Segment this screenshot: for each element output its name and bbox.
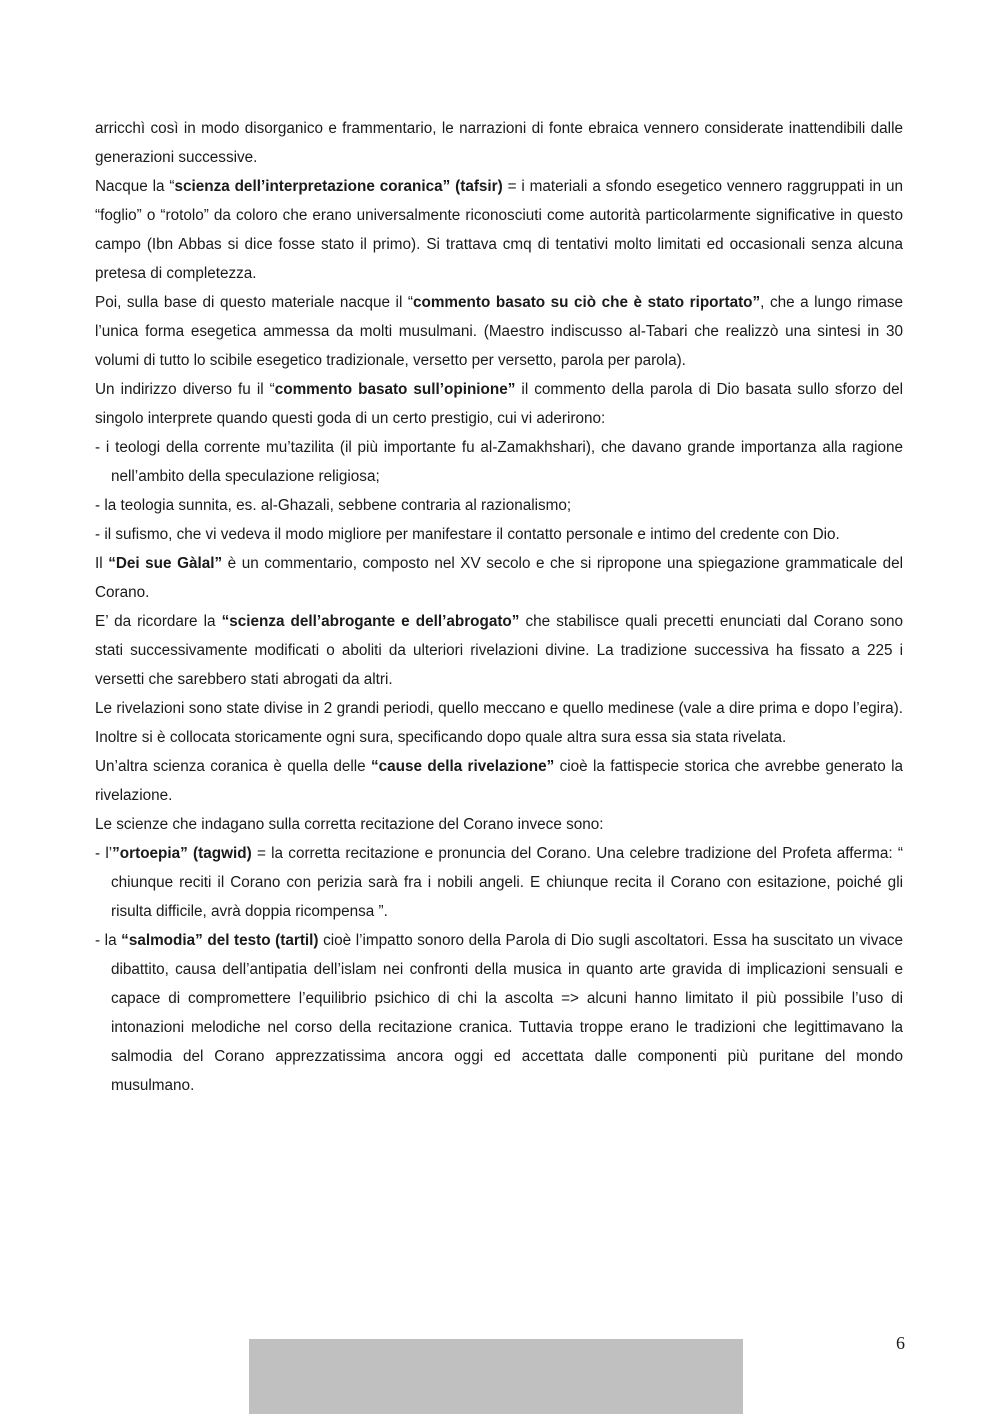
text-run: Il: [95, 555, 109, 572]
text-run: Le scienze che indagano sulla corretta recitazione del Corano invece sono:: [95, 816, 604, 833]
text-run: Un indirizzo diverso fu il “: [95, 381, 275, 398]
bold-term: “scienza dell’abrogante e dell’abrogato”: [221, 613, 520, 630]
text-run: - l’: [95, 845, 113, 862]
list-item: [95, 520, 903, 549]
list-item: [95, 839, 903, 926]
list-item: [95, 926, 903, 1100]
text-run: - i teologi della corrente mu’tazilita (il più importante fu al-Zamakhshari), che davano grande importanza alla ragione nell’ambito della speculazione religiosa;: [95, 439, 903, 485]
bold-term: “Dei sue Gàlal”: [108, 555, 223, 572]
text-run: = la corretta recitazione e pronuncia del Corano. Una celebre tradizione del Profeta afferma: “ chiunque reciti il Corano con perizia sarà fra i nobili angeli. E chiunque recita il Corano con esitazione, poiché gli risulta difficile, avrà doppia ricompensa ”.: [111, 845, 903, 920]
text-run: Un’altra scienza coranica è quella delle: [95, 758, 371, 775]
bold-term: commento basato su ciò che è stato riportato”: [412, 294, 761, 311]
text-run: , che a lungo rimase l’unica forma esegetica ammessa da molti musulmani. (Maestro indiscusso al-Tabari che realizzò una sintesi in 30 volumi di tutto lo scibile esegetico tradizionale, versetto per versetto, parola per parola).: [95, 294, 903, 369]
text-run: arricchì così in modo disorganico e frammentario, le narrazioni di fonte ebraica vennero considerate inattendibili dalle generazioni successive.: [95, 120, 903, 166]
paragraph: [95, 288, 903, 375]
text-run: E’ da ricordare la: [95, 613, 222, 630]
list-item: [95, 491, 903, 520]
paragraph: [95, 694, 903, 752]
bold-term: commento basato sull’opinione”: [274, 381, 516, 398]
text-run: Nacque la “: [95, 178, 175, 195]
document-body: [95, 114, 903, 1100]
text-run: - la: [95, 932, 122, 949]
text-run: il commento della parola di Dio basata sullo sforzo del singolo interprete quando questi goda di un certo prestigio, cui vi aderirono:: [95, 381, 903, 427]
paragraph: [95, 375, 903, 433]
page-number: 6: [896, 1333, 905, 1353]
list-item: [95, 433, 903, 491]
text-run: Le rivelazioni sono state divise in 2 grandi periodi, quello meccano e quello medinese (vale a dire prima e dopo l’egira). Inoltre si è collocata storicamente ogni sura, specificando dopo quale altra sura essa sia stata rivelata.: [95, 700, 903, 746]
footer-gray-box: [249, 1339, 743, 1414]
bold-term: “salmodia” del testo (tartil): [121, 932, 319, 949]
bold-term: ”ortoepia” (tagwid): [112, 845, 252, 862]
bold-term: “cause della rivelazione”: [371, 758, 555, 775]
paragraph: [95, 607, 903, 694]
text-run: = i materiali a sfondo esegetico vennero raggruppati in un “foglio” o “rotolo” da coloro che erano universalmente riconosciuti come autorità particolarmente significative in questo campo (Ibn Abbas si dice fosse stato il primo). Si trattava cmq di tentativi molto limitati ed occasionali senza alcuna pretesa di completezza.: [95, 178, 903, 282]
text-run: Poi, sulla base di questo materiale nacque il “: [95, 294, 413, 311]
paragraph: [95, 172, 903, 288]
text-run: è un commentario, composto nel XV secolo e che si ripropone una spiegazione grammaticale del Corano.: [95, 555, 903, 601]
text-run: - il sufismo, che vi vedeva il modo migliore per manifestare il contatto personale e intimo del credente con Dio.: [95, 526, 840, 543]
paragraph: [95, 114, 903, 172]
bold-term: scienza dell’interpretazione coranica” (tafsir): [174, 178, 503, 195]
text-run: cioè la fattispecie storica che avrebbe generato la rivelazione.: [95, 758, 903, 804]
paragraph: [95, 549, 903, 607]
text-run: - la teologia sunnita, es. al-Ghazali, sebbene contraria al razionalismo;: [95, 497, 572, 514]
paragraph: [95, 752, 903, 810]
text-run: cioè l’impatto sonoro della Parola di Dio sugli ascoltatori. Essa ha suscitato un vivace dibattito, causa dell’antipatia dell’islam nei confronti della musica in quanto arte gravida di implicazioni sensuali e capace di compromettere l’equilibrio psichico di chi la ascolta => alcuni hanno limitato il più possibile l’uso di intonazioni melodiche nel corso della recitazione cranica. Tuttavia troppe erano le tradizioni che legittimavano la salmodia del Corano apprezzatissima ancora oggi ed accettata dalle componenti più puritane del mondo musulmano.: [111, 932, 904, 1094]
paragraph: [95, 810, 903, 839]
text-run: che stabilisce quali precetti enunciati dal Corano sono stati successivamente modificati o aboliti da ulteriori rivelazioni divine. La tradizione successiva ha fissato a 225 i versetti che sarebbero stati abrogati da altri.: [95, 613, 903, 688]
